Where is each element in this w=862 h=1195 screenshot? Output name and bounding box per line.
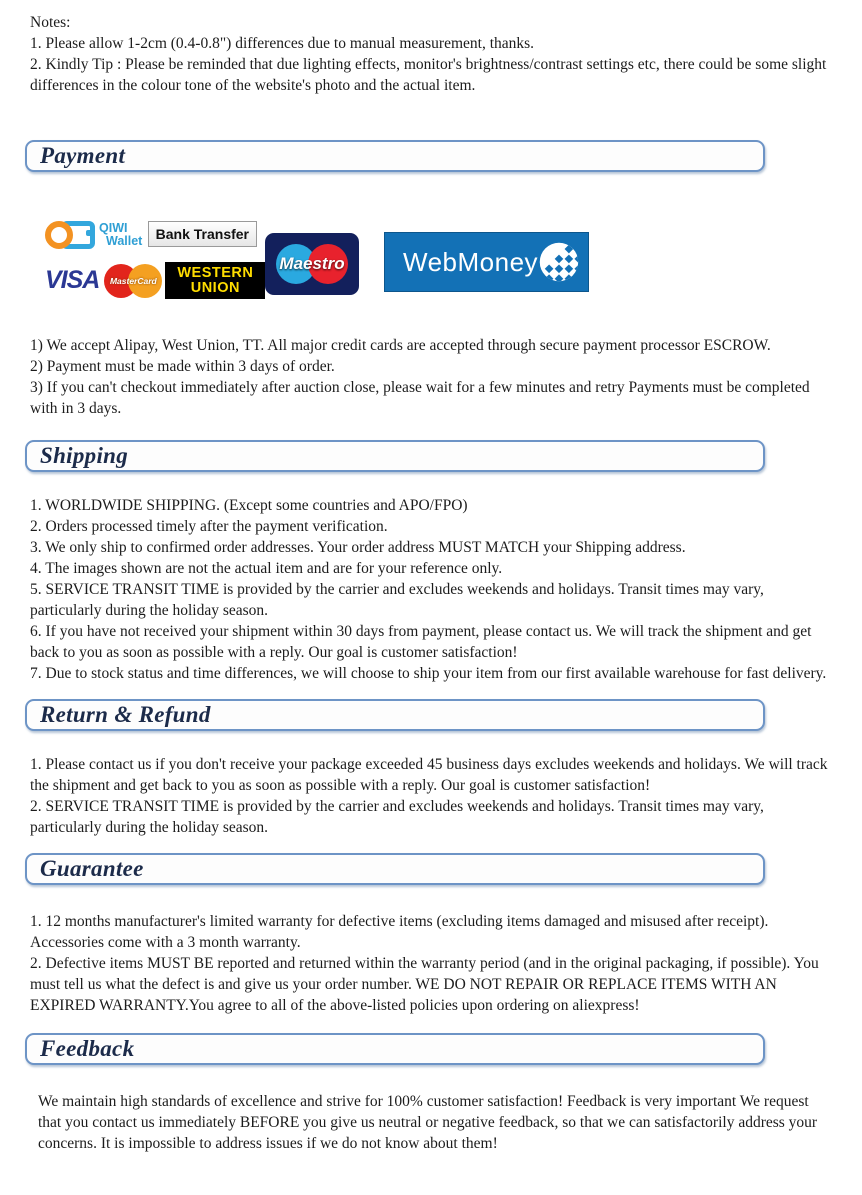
guarantee-item-1: 1. 12 months manufacturer's limited warranty for defective items (excluding items damaged and misused after receipt). Accessories come with a 3 month warranty. xyxy=(30,913,769,951)
payment-logo-row-2 xyxy=(45,262,257,299)
return-refund-section-header xyxy=(25,699,765,731)
shipping-item-2: 2. Orders processed timely after the payment verification. xyxy=(30,518,388,535)
payment-item-1: 1) We accept Alipay, West Union, TT. All major credit cards are accepted through secure payment processor ESCROW. xyxy=(30,337,771,354)
payment-logo-grid xyxy=(45,221,257,299)
shipping-section-header xyxy=(25,440,765,472)
webmoney-globe-icon xyxy=(538,239,580,285)
notes-section xyxy=(30,12,830,96)
qiwi-ring-icon xyxy=(45,221,73,249)
feedback-paragraph: We maintain high standards of excellence and strive for 100% customer satisfaction! Feedback is very important We request that you contact us immediately BEFORE you give us neutral or negative feedback, so that we can satisfactorily address your concerns. It is impossible to address issues if we do not know about them! xyxy=(38,1093,818,1152)
guarantee-section-header xyxy=(25,853,765,885)
shipping-item-3: 3. We only ship to confirmed order addresses. Your order address MUST MATCH your Shipping address. xyxy=(30,539,686,556)
shipping-item-4: 4. The images shown are not the actual item and are for your reference only. xyxy=(30,560,503,577)
shipping-text xyxy=(30,495,830,684)
feedback-section-header xyxy=(25,1033,765,1065)
mastercard-label: MasterCard xyxy=(109,275,157,286)
visa-logo: VISA xyxy=(45,266,100,294)
notes-item-1: 1. Please allow 1-2cm (0.4-0.8") differences due to manual measurement, thanks. xyxy=(30,35,535,52)
feedback-section-title: Feedback xyxy=(40,1036,135,1061)
shipping-item-6: 6. If you have not received your shipment within 30 days from payment, please contact us. We will track the shipment and get back to you as soon as possible with a reply. Our goal is customer satisfaction! xyxy=(30,623,812,661)
notes-title: Notes: xyxy=(30,14,71,31)
qiwi-wallet-label xyxy=(99,222,142,248)
qiwi-label-line2: Wallet xyxy=(106,234,143,248)
maestro-logo xyxy=(265,233,359,295)
maestro-label: Maestro xyxy=(279,254,345,273)
bank-transfer-logo: Bank Transfer xyxy=(148,221,257,247)
feedback-text xyxy=(30,1091,830,1154)
shipping-item-1: 1. WORLDWIDE SHIPPING. (Except some countries and APO/FPO) xyxy=(30,497,468,514)
shipping-item-7: 7. Due to stock status and time differences, we will choose to ship your item from our first available warehouse for fast delivery. xyxy=(30,665,827,682)
webmoney-label: WebMoney xyxy=(403,246,539,277)
payment-section-title: Payment xyxy=(40,143,126,168)
western-union-line2: UNION xyxy=(190,279,240,296)
guarantee-text xyxy=(30,911,830,1016)
return-refund-item-1: 1. Please contact us if you don't receive your package exceeded 45 business days excludes weekends and holidays. We will track the shipment and get back to you as soon as possible with a reply. Our goal is customer satisfaction! xyxy=(30,756,828,794)
payment-item-2: 2) Payment must be made within 3 days of order. xyxy=(30,358,335,375)
payment-text xyxy=(30,335,830,419)
payment-section-header xyxy=(25,140,765,172)
shipping-section-title: Shipping xyxy=(40,443,129,468)
mastercard-logo xyxy=(104,263,162,299)
return-refund-item-2: 2. SERVICE TRANSIT TIME is provided by the carrier and excludes weekends and holidays. Transit times may vary, particularly during the holiday season. xyxy=(30,798,764,836)
return-refund-section-title: Return & Refund xyxy=(40,702,211,727)
guarantee-item-2: 2. Defective items MUST BE reported and returned within the warranty period (and in the original packaging, if possible). You must tell us what the defect is and give us your order number. WE DO NOT REPAIR OR REPLACE ITEMS WITH AN EXPIRED WARRANTY.You agree to all of the above-listed policies upon ordering on aliexpress! xyxy=(30,955,819,1014)
webmoney-logo xyxy=(384,232,589,292)
payment-logo-row-1 xyxy=(45,221,257,249)
notes-item-2: 2. Kindly Tip : Please be reminded that due lighting effects, monitor's brightness/contrast settings etc, there could be some slight differences in the colour tone of the website's photo and the actual item. xyxy=(30,56,827,94)
qiwi-label-line1: QIWI xyxy=(99,221,128,235)
return-refund-text xyxy=(30,754,830,838)
western-union-line1: WESTERN xyxy=(177,264,254,281)
payment-methods-strip xyxy=(45,205,862,305)
qiwi-wallet-logo xyxy=(45,221,142,249)
shipping-item-5: 5. SERVICE TRANSIT TIME is provided by the carrier and excludes weekends and holidays. Transit times may vary, particularly during the holiday season. xyxy=(30,581,764,619)
guarantee-section-title: Guarantee xyxy=(40,856,144,881)
payment-item-3: 3) If you can't checkout immediately after auction close, please wait for a few minutes and retry Payments must be completed with in 3 days. xyxy=(30,379,810,417)
western-union-logo xyxy=(165,262,265,299)
